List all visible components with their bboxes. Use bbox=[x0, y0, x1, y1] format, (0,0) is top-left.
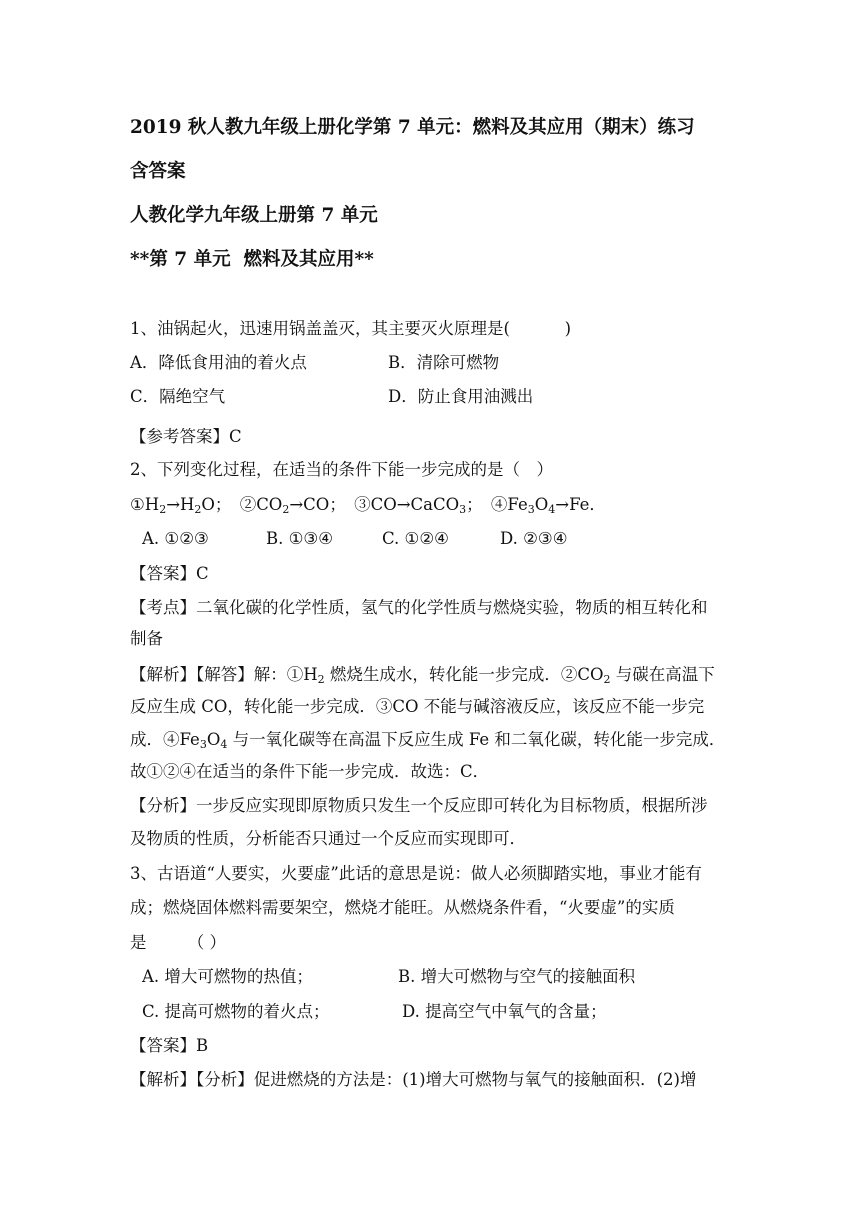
q2-answer: 【答案】C bbox=[130, 564, 209, 583]
q2-fenxi-line2: 及物质的性质，分析能否只通过一个反应而实现即可． bbox=[130, 829, 526, 848]
q2-jiexi-line2: 反应生成 CO，转化能一步完成．③CO 不能与碱溶液反应，该反应不能一步完 bbox=[130, 697, 705, 716]
q3-answer: 【答案】B bbox=[130, 1036, 209, 1055]
q3-stem-line3: 是 （ ） bbox=[130, 933, 226, 952]
q1-option-d: D．防止食用油溅出 bbox=[388, 387, 534, 406]
q3-jiexi: 【解析】【分析】促进燃烧的方法是：(1)增大可燃物与氧气的接触面积．(2)增 bbox=[130, 1070, 697, 1089]
q1-stem: 1、油锅起火，迅速用锅盖盖灭，其主要灭火原理是( ) bbox=[130, 319, 572, 338]
q2-stem: 2、下列变化过程，在适当的条件下能一步完成的是（ ） bbox=[130, 460, 553, 479]
q2-option-a: A. ①②③ bbox=[142, 529, 209, 548]
q3-option-c: C. 提高可燃物的着火点； bbox=[142, 1002, 330, 1021]
q3-option-d: D. 提高空气中氧气的含量； bbox=[402, 1002, 607, 1021]
q2-reactions: $①H_2\to H_2O$； $②CO_2\to CO$； ③CO→CaCO$_3$； $④Fe_3O_4\to Fe$． bbox=[130, 495, 606, 516]
q2-jiexi-line3: 成．$④Fe_3O_4$ 与一氧化碳等在高温下反应生成 Fe 和二氧化碳，转化能一步完成． bbox=[130, 730, 726, 751]
q2-kaodian-line2: 制备 bbox=[130, 629, 163, 648]
document-title-line2: 含答案 bbox=[130, 161, 186, 182]
q3-stem-line1: 3、古语道“人要实，火要虚”此话的意思是说：做人必须脚踏实地，事业才能有 bbox=[130, 864, 702, 883]
document-subtitle: 人教化学九年级上册第 7 单元 bbox=[130, 205, 378, 226]
q2-fenxi-line1: 【分析】一步反应实现即原物质只发生一个反应即可转化为目标物质，根据所涉 bbox=[130, 796, 708, 815]
document-title-line1: 2019 秋人教九年级上册化学第 7 单元：燃料及其应用（期末）练习 bbox=[130, 117, 695, 138]
unit-heading: **第 7 单元 燃料及其应用** bbox=[130, 249, 374, 270]
q2-option-c: C. ①②④ bbox=[382, 529, 449, 548]
q2-jiexi-line1: 【解析】【解答】解：$①H_2$ 燃烧生成水，转化能一步完成．$②CO_2$ 与碳在高温下 bbox=[130, 665, 715, 686]
q1-option-c: C．隔绝空气 bbox=[130, 387, 226, 406]
q1-option-a: A．降低食用油的着火点 bbox=[130, 353, 307, 372]
q2-kaodian-line1: 【考点】二氧化碳的化学性质，氢气的化学性质与燃烧实验，物质的相互转化和 bbox=[130, 598, 708, 617]
q3-option-a: A. 增大可燃物的热值； bbox=[142, 967, 313, 986]
q3-option-b: B. 增大可燃物与空气的接触面积 bbox=[398, 967, 636, 986]
q1-answer: 【参考答案】C bbox=[130, 427, 242, 446]
q1-option-b: B．清除可燃物 bbox=[388, 353, 500, 372]
q2-option-d: D. ②③④ bbox=[500, 529, 568, 548]
q3-stem-line2: 成；燃烧固体燃料需要架空，燃烧才能旺。从燃烧条件看，“火要虚”的实质 bbox=[130, 898, 675, 917]
q2-jiexi-line4: 故①②④在适当的条件下能一步完成．故选：C． bbox=[130, 762, 490, 781]
q2-option-b: B. ①③④ bbox=[266, 529, 333, 548]
